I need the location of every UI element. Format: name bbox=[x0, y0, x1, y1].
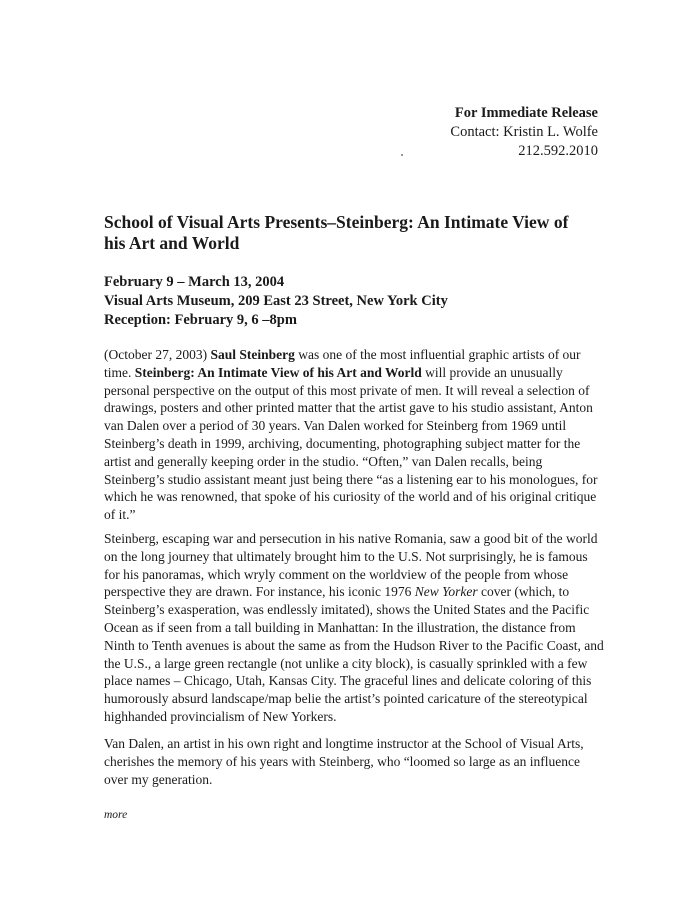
exhibit-title: Steinberg: An Intimate View of his Art and World bbox=[134, 364, 422, 380]
paragraph-1-text-a: was one of the most influential graphic artists of our time. bbox=[104, 347, 581, 380]
magazine-title: New Yorker bbox=[414, 584, 478, 600]
dateline: (October 27, 2003) bbox=[104, 347, 211, 362]
more-indicator: more bbox=[104, 809, 128, 821]
paragraph-1 bbox=[104, 346, 604, 524]
paragraph-2 bbox=[104, 530, 604, 726]
event-dates: February 9 – March 13, 2004 bbox=[104, 274, 285, 290]
press-release-title: School of Visual Arts Presents–Steinberg: An Intimate View of his Art and World bbox=[104, 212, 569, 253]
paragraph-2-text-a: Steinberg, escaping war and persecution in his native Romania, saw a good bit of the world on the long journey that ultimately brought him to the U.S. Not surprisingly, he is famous for his panoramas, which wryly comment on the worldview of the people from whose perspective they are drawn. For instance, his iconic 1976 bbox=[104, 531, 598, 600]
event-reception: Reception: February 9, 6 –8pm bbox=[104, 312, 297, 328]
release-header bbox=[450, 104, 598, 161]
paragraph-2-text-b: cover (which, to Steinberg’s exasperation, was endlessly imitated), shows the United States and the Pacific Ocean as if seen from a tall building in Manhattan: In the illustration, the distance from Ninth to Tenth avenues is about the same as from the Hudson River to the Pacific Coast, and the U.S., a large green rectangle (not unlike a city block), is casually sprinkled with a few place names – Chicago, Utah, Kansas City. The graceful lines and delicate coloring of this humorously absurd landscape/map belie the artist’s pointed caricature of the stereotypical highhanded provincialism of New Yorkers. bbox=[104, 584, 604, 724]
event-location: Visual Arts Museum, 209 East 23 Street, New York City bbox=[104, 293, 448, 309]
paragraph-1-text-b: will provide an unusually personal perspective on the output of this most private of men. It will reveal a selection of drawings, posters and other printed matter that the artist gave to his studio assistant, Anton van Dalen over a period of 30 years. Van Dalen worked for Steinberg from 1969 until Steinberg’s death in 1999, archiving, documenting, photographing subject matter for the artist and generally keeping order in the studio. “Often,” van Dalen recalls, being Steinberg’s studio assistant meant just being there “as a listening ear to his monologues, for which he was renowned, that spoke of his curiosity of the world and of his original critique of it.” bbox=[104, 364, 598, 523]
artist-name: Saul Steinberg bbox=[210, 347, 295, 362]
event-info bbox=[104, 273, 448, 330]
paragraph-3: Van Dalen, an artist in his own right and longtime instructor at the School of Visual Arts, cherishes the memory of his years with Steinberg, who “loomed so large as an influence over my generation. bbox=[104, 736, 584, 787]
contact-phone: 212.592.2010 bbox=[518, 143, 598, 159]
scan-speck bbox=[401, 154, 403, 156]
release-label: For Immediate Release bbox=[454, 105, 598, 121]
contact-name: Contact: Kristin L. Wolfe bbox=[450, 124, 598, 140]
